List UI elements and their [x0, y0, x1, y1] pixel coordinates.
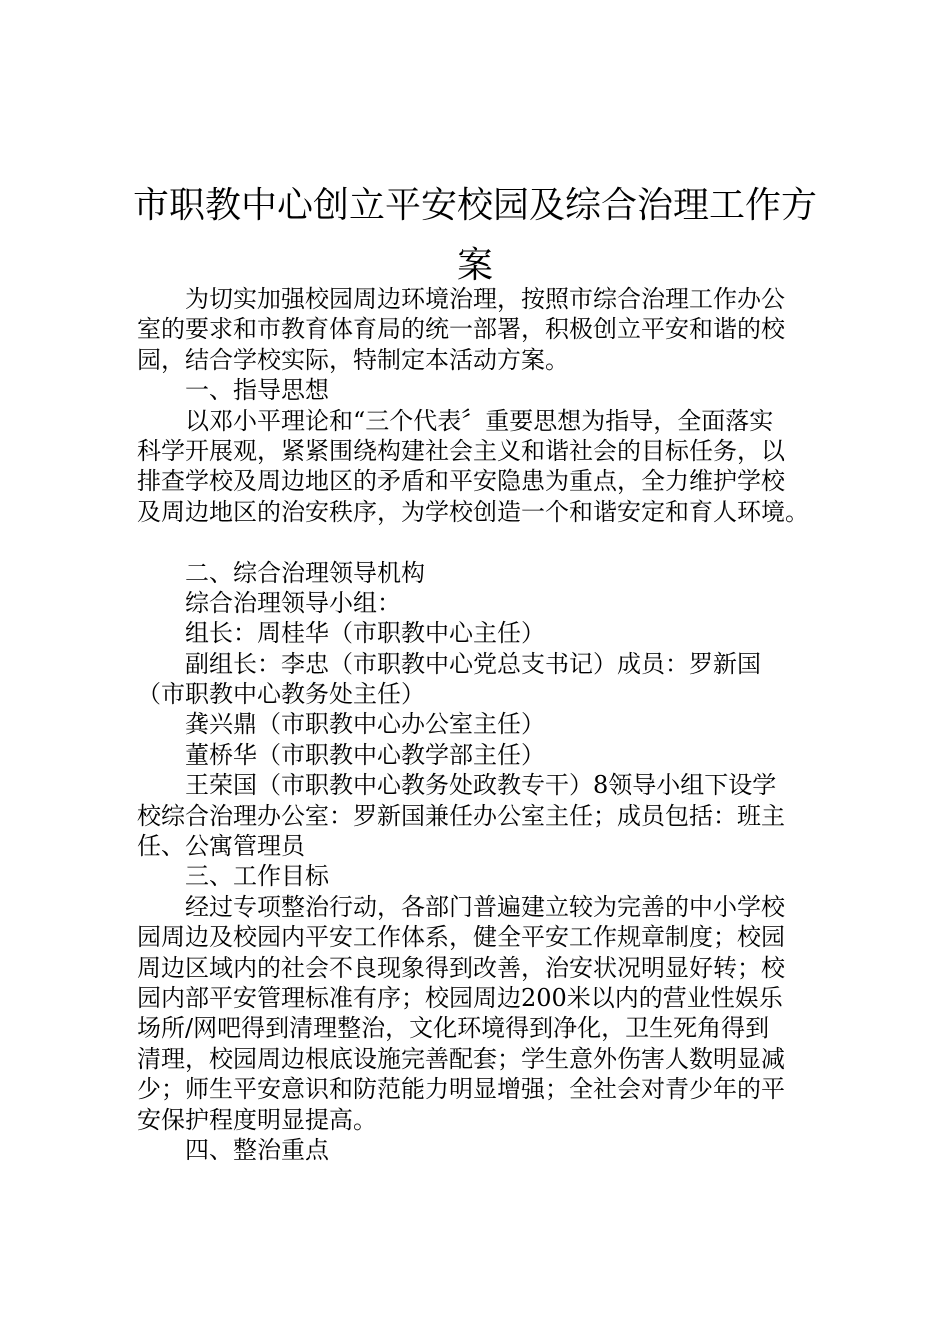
- document-title-line-1: 市职教中心创立平安校园及综合治理工作方: [132, 185, 817, 226]
- leadership-line: 组长：周桂华（市职教中心主任）: [185, 619, 545, 648]
- blank-line: [137, 527, 837, 557]
- guiding-paragraph-line: 以邓小平理论和“三个代表〞重要思想为指导，全面落实: [185, 406, 774, 435]
- guiding-paragraph-line: 科学开展观，紧紧围绕构建社会主义和谐社会的目标任务，以: [137, 436, 785, 465]
- section-heading-key-points: 四、整治重点: [185, 1135, 329, 1164]
- section-heading-goals: 三、工作目标: [185, 862, 329, 891]
- goals-paragraph-line: 安保护程度明显提高。: [137, 1105, 377, 1134]
- goals-paragraph-line: 园内部平安管理标准有序；校园周边200米以内的营业性娱乐: [137, 983, 783, 1012]
- goals-paragraph-line: 周边区域内的社会不良现象得到改善，治安状况明显好转；校: [137, 953, 785, 982]
- goals-paragraph-line: 场所/网吧得到清理整治，文化环境得到净化，卫生死角得到: [137, 1014, 770, 1043]
- document-body: [137, 284, 837, 1165]
- section-heading-guiding-thought: 一、指导思想: [185, 376, 329, 405]
- leadership-line: 王荣国（市职教中心教务处政教专干）8领导小组下设学: [185, 771, 777, 800]
- leadership-line: 校综合治理办公室：罗新国兼任办公室主任；成员包括：班主: [137, 801, 785, 830]
- intro-paragraph-line: 室的要求和市教育体育局的统一部署，积极创立平安和谐的校: [137, 315, 785, 344]
- intro-paragraph-line: 为切实加强校园周边环境治理，按照市综合治理工作办公: [185, 285, 785, 313]
- document-title-line-2: 案: [456, 245, 493, 286]
- section-heading-leadership: 二、综合治理领导机构: [185, 558, 425, 587]
- leadership-line: 龚兴鼎（市职教中心办公室主任）: [185, 710, 545, 739]
- goals-paragraph-line: 少；师生平安意识和防范能力明显增强；全社会对青少年的平: [137, 1075, 785, 1104]
- goals-paragraph-line: 清理，校园周边根底设施完善配套；学生意外伤害人数明显减: [137, 1044, 785, 1073]
- guiding-paragraph-line: 排查学校及周边地区的矛盾和平安隐患为重点，全力维护学校: [137, 467, 785, 496]
- guiding-paragraph-line: 及周边地区的治安秩序，为学校创造一个和谐安定和育人环境。: [137, 497, 809, 526]
- leadership-line: 任、公寓管理员: [137, 832, 305, 861]
- goals-paragraph-line: 园周边及校园内平安工作体系，健全平安工作规章制度；校园: [137, 923, 785, 952]
- leadership-line: 董桥华（市职教中心教学部主任）: [185, 740, 545, 769]
- leadership-line: 副组长：李忠（市职教中心党总支书记）成员：罗新国: [185, 649, 761, 678]
- intro-paragraph-line: 园，结合学校实际，特制定本活动方案。: [137, 345, 569, 374]
- leadership-line: 综合治理领导小组：: [185, 588, 401, 617]
- leadership-line: （市职教中心教务处主任）: [137, 680, 425, 709]
- goals-paragraph-line: 经过专项整治行动，各部门普遍建立较为完善的中小学校: [185, 892, 785, 921]
